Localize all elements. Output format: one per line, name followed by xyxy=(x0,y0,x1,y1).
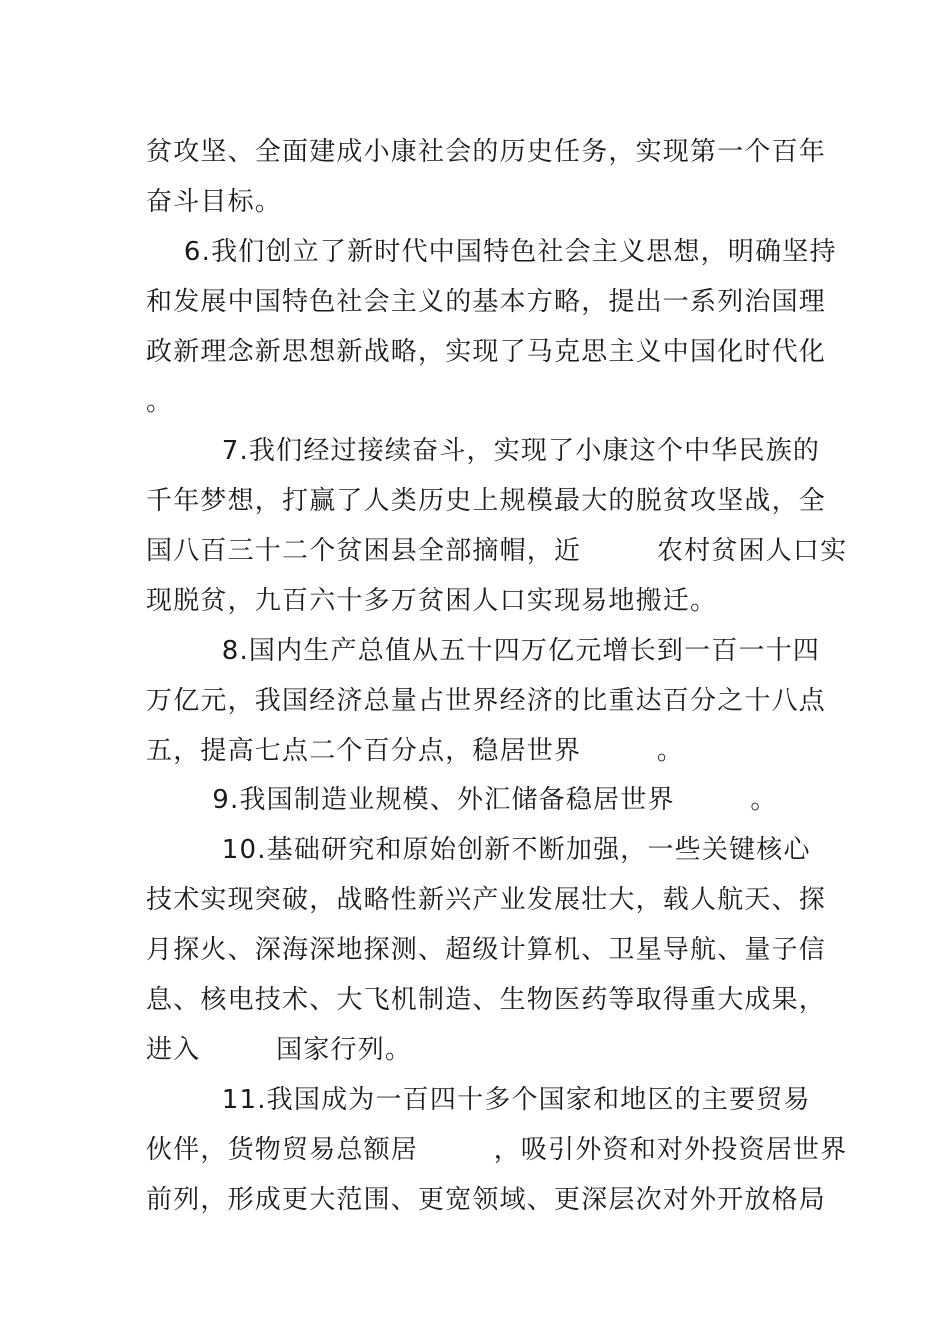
text-line: 进入 国家行列。 xyxy=(146,1035,413,1065)
text-line: 月探火、深海深地探测、超级计算机、卫星导航、量子信 xyxy=(146,935,827,965)
text-line: 万亿元，我国经济总量占世界经济的比重达百分之十八点 xyxy=(146,686,827,716)
text-line: 6.我们创立了新时代中国特色社会主义思想，明确坚持 xyxy=(146,237,837,267)
text-line: 11.我国成为一百四十多个国家和地区的主要贸易 xyxy=(146,1085,811,1115)
text-line: 和发展中国特色社会主义的基本方略，提出一系列治国理 xyxy=(146,287,827,317)
text-line: 。 xyxy=(146,387,174,417)
text-line: 息、核电技术、大飞机制造、生物医药等取得重大成果， xyxy=(146,985,827,1015)
text-line: 奋斗目标。 xyxy=(146,187,283,217)
text-line: 五，提高七点二个百分点，稳居世界 。 xyxy=(146,736,685,766)
text-line: 技术实现突破，战略性新兴产业发展壮大，载人航天、探 xyxy=(146,885,827,915)
text-line: 政新理念新思想新战略，实现了马克思主义中国化时代化 xyxy=(146,337,827,367)
text-line: 前列，形成更大范围、更宽领域、更深层次对外开放格局 xyxy=(146,1185,827,1215)
text-line: 10.基础研究和原始创新不断加强，一些关键核心 xyxy=(146,835,811,865)
text-line: 9.我国制造业规模、外汇储备稳居世界 。 xyxy=(146,785,778,815)
text-line: 伙伴，货物贸易总额居 ，吸引外资和对外投资居世界 xyxy=(146,1135,848,1165)
text-line: 7.我们经过接续奋斗，实现了小康这个中华民族的 xyxy=(146,436,821,466)
text-line: 千年梦想，打赢了人类历史上规模最大的脱贫攻坚战，全 xyxy=(146,486,827,516)
text-line: 贫攻坚、全面建成小康社会的历史任务，实现第一个百年 xyxy=(146,137,827,167)
text-line: 国八百三十二个贫困县全部摘帽，近 农村贫困人口实 xyxy=(146,536,848,566)
text-line: 现脱贫，九百六十多万贫困人口实现易地搬迁。 xyxy=(146,586,718,616)
text-line: 8.国内生产总值从五十四万亿元增长到一百一十四 xyxy=(146,636,821,666)
